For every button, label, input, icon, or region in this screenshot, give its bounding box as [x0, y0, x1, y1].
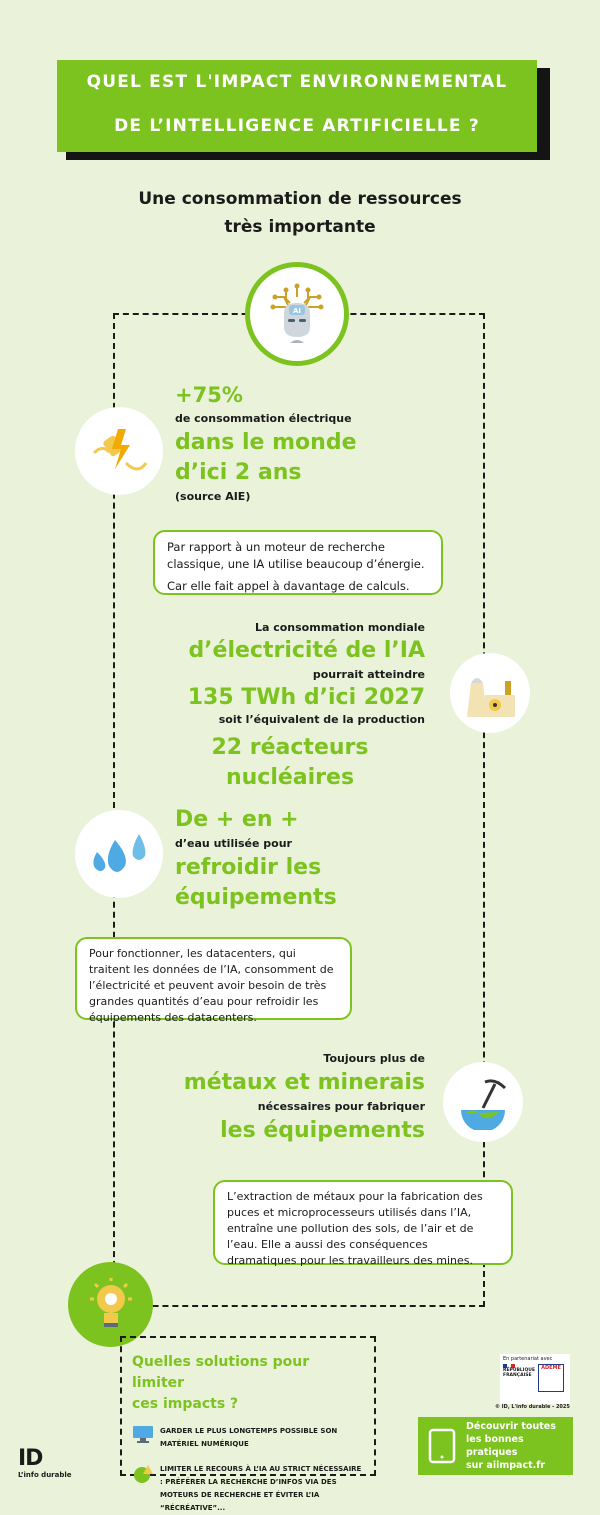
metals-line-1: Toujours plus de	[323, 1052, 425, 1065]
ai-robot-icon	[245, 262, 349, 366]
subtitle	[80, 185, 520, 241]
plug-lightning-icon	[75, 407, 163, 495]
cta-line-2: les bonnes pratiques	[466, 1434, 524, 1458]
ademe-logo: ADEME	[538, 1364, 564, 1392]
note-water	[75, 937, 352, 1024]
note-metals	[213, 1180, 513, 1265]
solution-item-1	[132, 1425, 364, 1451]
id-logo	[18, 1447, 78, 1479]
ai-warning-icon	[132, 1463, 154, 1485]
nuclear-plant-icon	[450, 653, 530, 733]
tablet-icon	[428, 1428, 456, 1464]
nuclear-line-2: pourrait atteindre	[312, 668, 425, 681]
solutions-title-2: ces impacts ?	[132, 1396, 239, 1412]
note-energy-text-1: Par rapport à un moteur de recherche classique, une IA utilise beaucoup d’énergie.	[167, 540, 425, 571]
computer-icon	[132, 1425, 154, 1443]
rf-line-2: FRANÇAISE	[503, 1373, 532, 1378]
metals-line-2: nécessaires pour fabriquer	[257, 1100, 425, 1113]
rf-line-1: RÉPUBLIQUE	[503, 1368, 536, 1373]
stat-big-2: d’ici 2 ans	[175, 460, 302, 485]
metals-big-1: métaux et minerais	[183, 1070, 425, 1095]
solution-item-2	[132, 1463, 364, 1515]
partner-logos	[500, 1354, 570, 1404]
robot-badge-label: AI	[292, 307, 302, 315]
solution-text-2: LIMITER LE RECOURS À L’IA AU STRICT NÉCESSAIRE : PRÉFÉRER LA RECHERCHE D’INFOS VIA DES MOTEURS DE RECHERCHE ET ÉVITER L’IA “RÉCRÉATIVE”...	[160, 1465, 362, 1512]
section-nuclear	[145, 621, 425, 726]
metals-big-2: les équipements	[220, 1118, 425, 1143]
water-line-1: d’eau utilisée pour	[175, 837, 292, 850]
title-line-1: QUEL EST L'IMPACT ENVIRONNEMENTAL	[86, 72, 508, 92]
water-big-1: De + en +	[175, 807, 299, 832]
section-electricity	[175, 380, 465, 503]
solution-text-1: GARDER LE PLUS LONGTEMPS POSSIBLE SON MATÉRIEL NUMÉRIQUE	[160, 1427, 338, 1448]
subtitle-line-2: très importante	[224, 217, 376, 237]
water-big-3: équipements	[175, 885, 337, 910]
mining-earth-icon	[443, 1062, 523, 1142]
republique-francaise-logo	[503, 1364, 535, 1392]
lightbulb-icon	[68, 1262, 153, 1347]
nuclear-line-1: La consommation mondiale	[254, 621, 425, 634]
logo-name: L’info durable	[18, 1471, 72, 1479]
cta-aiimpact-link[interactable]	[418, 1417, 573, 1475]
stat-percent: +75%	[175, 383, 243, 407]
water-big-2: refroidir les	[175, 855, 322, 880]
solutions-title-1: Quelles solutions pour limiter	[132, 1354, 310, 1391]
stat-source: (source AIE)	[175, 490, 251, 503]
section-metals	[145, 1052, 425, 1146]
nuclear-big-1: d’électricité de l’IA	[188, 638, 425, 663]
partner-label: En partenariat avec	[503, 1356, 553, 1362]
solutions-box	[120, 1336, 376, 1512]
copyright: © ID, L'info durable - 2025	[495, 1404, 570, 1410]
stat-line: de consommation électrique	[175, 412, 352, 425]
note-energy	[153, 530, 443, 595]
title-line-2: DE L’INTELLIGENCE ARTIFICIELLE ?	[114, 116, 480, 136]
note-energy-text-2: Car elle fait appel à davantage de calculs.	[167, 579, 410, 593]
subtitle-line-1: Une consommation de ressources	[138, 189, 462, 209]
nuclear-line-3: soit l’équivalent de la production	[218, 713, 425, 726]
cta-line-3: sur aiimpact.fr	[466, 1460, 546, 1471]
nuclear-big-3: 22 réacteurs nucléaires	[211, 735, 369, 790]
nuclear-big-2: 135 TWh d’ici 2027	[187, 685, 425, 710]
water-drops-icon	[75, 810, 163, 898]
logo-mark: ID	[18, 1446, 43, 1471]
page-title	[57, 60, 537, 152]
section-water	[175, 805, 465, 913]
cta-line-1: Découvrir toutes	[466, 1421, 556, 1432]
note-water-text: Pour fonctionner, les datacenters, qui traitent les données de l’IA, consomment de l’électricité et peuvent avoir besoin de très grandes quantités d’eau pour refroidir les équipements des datacenters.	[89, 947, 334, 1024]
note-metals-text: L’extraction de métaux pour la fabrication des puces et microprocesseurs utilisés dans l’IA, entraîne une pollution des sols, de l’air et de l’eau. Elle a aussi des conséquences dramatiques pour les travailleurs des mines.	[227, 1190, 483, 1267]
nuclear-reactors	[150, 733, 430, 793]
stat-big-1: dans le monde	[175, 430, 357, 455]
